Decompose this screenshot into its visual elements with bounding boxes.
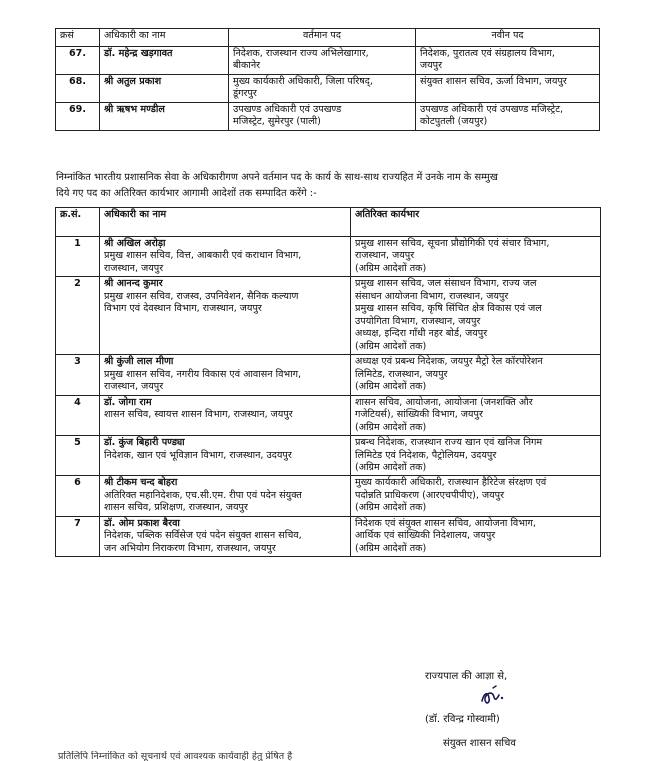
officer-name: श्री कुंजी लाल मीणा: [104, 356, 174, 368]
officer-name: डॉ. महेन्द्र खड़गावत: [100, 47, 229, 75]
row-number: 68.: [56, 74, 100, 102]
officer-details: डॉ. जोगा राम शासन सचिव, स्वायत्त शासन विभाग, राजस्थान, जयपुर: [100, 395, 351, 435]
officer-name: श्री आनन्द कुमार: [104, 278, 163, 290]
officer-details: डॉ. कुंज बिहारी पण्ड्या निदेशक, खान एवं भूविज्ञान विभाग, राजस्थान, उदयपुर: [100, 436, 351, 476]
row-number: 5: [56, 436, 100, 476]
copy-to-line: प्रतिलिपि निम्नांकित को सूचनार्थ एवं आवश्यक कार्यवाही हेतु प्रेषित है: [58, 751, 293, 761]
officer-details: डॉ. ओम प्रकाश बैरवा निदेशक, पब्लिक सर्विसेज एवं पदेन संयुक्त शासन सचिव, जन अभियोग निराकरण विभाग, राजस्थान, जयपुर: [100, 516, 351, 556]
additional-charge: प्रमुख शासन सचिव, सूचना प्रौद्योगिकी एवं संचार विभाग, राजस्थान, जयपुर (अग्रिम आदेशों तक): [351, 237, 601, 277]
current-post: निदेशक, राजस्थान राज्य अभिलेखागार, बीकानेर: [229, 47, 416, 75]
additional-charge-intro: निम्नांकित भारतीय प्रशासनिक सेवा के अधिकारीगण अपने वर्तमान पद के कार्य के साथ-साथ राज्यहित में उनके नाम के सम्मुख दिये गए पद का अतिरिक्त कार्यभार आगामी आदेशों तक सम्पादित करेंगे :-: [56, 172, 498, 199]
signatory-name: (डॉ. रविन्द्र गोस्वामी): [425, 714, 500, 725]
row-number: 7: [56, 516, 100, 556]
additional-charge: अध्यक्ष एवं प्रबन्ध निदेशक, जयपुर मैट्रो रेल कॉरपोरेशन लिमिटेड, राजस्थान, जयपुर (अग्रिम आदेशों तक): [351, 355, 601, 395]
transfer-table-header: [56, 29, 600, 47]
table-row: [56, 102, 600, 130]
officer-name: डॉ. जोगा राम: [104, 396, 152, 408]
additional-charge: प्रबन्ध निदेशक, राजस्थान राज्य खान एवं खनिज निगम लिमिटेड एवं निदेशक, पैट्रोलियम, उदयपुर (अग्रिम आदेशों तक): [351, 436, 601, 476]
additional-charge: मुख्य कार्यकारी अधिकारी, राजस्थान हैरिटेज संरक्षण एवं पदोन्नति प्राधिकरण (आरएचपीपीए), जयपुर (अग्रिम आदेशों तक): [351, 476, 601, 516]
officer-details: श्री अखिल अरोड़ा प्रमुख शासन सचिव, वित्त, आबकारी एवं कराधान विभाग, राजस्थान, जयपुर: [100, 237, 351, 277]
table-row: [56, 395, 601, 435]
header-new-post: नवीन पद: [416, 29, 600, 47]
additional-charge: प्रमुख शासन सचिव, जल संसाधन विभाग, राज्य जल संसाधन आयोजना विभाग, राजस्थान, जयपुर प्रमुख शासन सचिव, कृषि सिंचित क्षेत्र विकास एवं जल उपयोगिता विभाग, राजस्थान, जयपुर अध्यक्ष, इन्दिरा गाँधी नहर बोर्ड, जयपुर (अग्रिम आदेशों तक): [351, 277, 601, 355]
additional-charge-table: [55, 207, 601, 557]
new-post: संयुक्त शासन सचिव, ऊर्जा विभाग, जयपुर: [416, 74, 600, 102]
header-sno: क्रसं: [56, 29, 100, 47]
table-row: [56, 355, 601, 395]
additional-charge-header: [56, 208, 601, 237]
table-row: [56, 436, 601, 476]
row-number: 67.: [56, 47, 100, 75]
header-additional-charge: अतिरिक्त कार्यभार: [351, 208, 601, 237]
officer-name: श्री टीकम चन्द बोहरा: [104, 477, 178, 489]
handwritten-signature: [478, 683, 508, 713]
row-number: 69.: [56, 102, 100, 130]
row-number: 1: [56, 237, 100, 277]
row-number: 4: [56, 395, 100, 435]
header-current-post: वर्तमान पद: [229, 29, 416, 47]
table-row: [56, 516, 601, 556]
officer-name: श्री अतुल प्रकाश: [100, 74, 229, 102]
transfer-table: [55, 28, 600, 131]
header-officer-name: अधिकारी का नाम: [100, 29, 229, 47]
table-row: [56, 74, 600, 102]
new-post: निदेशक, पुरातत्व एवं संग्रहालय विभाग, जयपुर: [416, 47, 600, 75]
row-number: 3: [56, 355, 100, 395]
table-row: [56, 47, 600, 75]
row-number: 6: [56, 476, 100, 516]
officer-name: श्री ऋषभ मण्डील: [100, 102, 229, 130]
current-post: मुख्य कार्यकारी अधिकारी, जिला परिषद्, डूंगरपुर: [229, 74, 416, 102]
by-order-line: राज्यपाल की आज्ञा से,: [425, 671, 508, 682]
table-row: [56, 277, 601, 355]
table-row: [56, 476, 601, 516]
header-officer-name: अधिकारी का नाम: [100, 208, 351, 237]
current-post: उपखण्ड अधिकारी एवं उपखण्ड मजिस्ट्रेट, सुमेरपुर (पाली): [229, 102, 416, 130]
additional-charge: शासन सचिव, आयोजना, आयोजना (जनशक्ति और गजेटियर्स), सांख्यिकी विभाग, जयपुर (अग्रिम आदेशों तक): [351, 395, 601, 435]
officer-details: श्री टीकम चन्द बोहरा अतिरिक्त महानिदेशक, एच.सी.एम. रीपा एवं पदेन संयुक्त शासन सचिव, प्रशिक्षण, राजस्थान, जयपुर: [100, 476, 351, 516]
signatory-designation: संयुक्त शासन सचिव: [443, 738, 516, 749]
officer-name: डॉ. ओम प्रकाश बैरवा: [104, 517, 180, 529]
new-post: उपखण्ड अधिकारी एवं उपखण्ड मजिस्ट्रेट, कोटपुतली (जयपुर): [416, 102, 600, 130]
additional-charge: निदेशक एवं संयुक्त शासन सचिव, आयोजना विभाग, आर्थिक एवं सांख्यिकी निदेशालय, जयपुर (अग्रिम आदेशों तक): [351, 516, 601, 556]
table-row: [56, 237, 601, 277]
officer-name: श्री अखिल अरोड़ा: [104, 238, 166, 249]
officer-details: श्री आनन्द कुमार प्रमुख शासन सचिव, राजस्व, उपनिवेशन, सैनिक कल्याण विभाग एवं देवस्थान विभाग, राजस्थान, जयपुर: [100, 277, 351, 355]
header-sno: क्र.सं.: [56, 208, 100, 237]
officer-details: श्री कुंजी लाल मीणा प्रमुख शासन सचिव, नगरीय विकास एवं आवासन विभाग, राजस्थान, जयपुर: [100, 355, 351, 395]
row-number: 2: [56, 277, 100, 355]
officer-name: डॉ. कुंज बिहारी पण्ड्या: [104, 437, 185, 449]
